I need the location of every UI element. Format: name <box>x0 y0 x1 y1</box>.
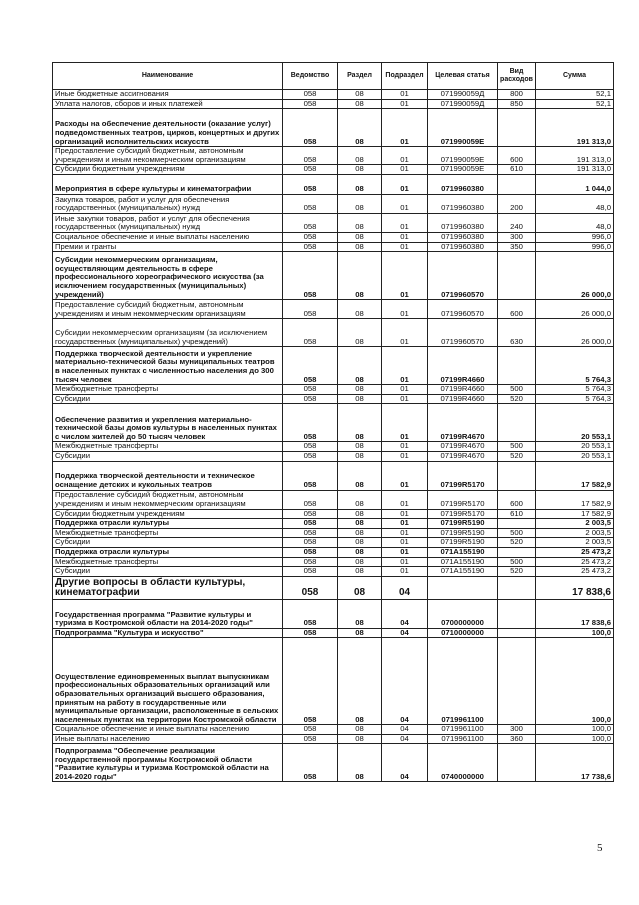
table-row <box>53 252 614 300</box>
table-row <box>53 547 614 557</box>
cell-dept: 058 <box>283 744 338 782</box>
cell-amount: 2 003,5 <box>536 538 614 548</box>
cell-amount: 26 000,0 <box>536 319 614 347</box>
cell-subsection: 01 <box>382 147 428 165</box>
cell-name: Подпрограмма "Обеспечение реализации государственной программы Костромской области "Развитие культуры и туризма Костромской области на 2014-2020 годы" <box>53 744 283 782</box>
cell-name: Мероприятия в сфере культуры и кинематографии <box>53 174 283 194</box>
cell-name: Межбюджетные трансферты <box>53 442 283 452</box>
cell-amount: 100,0 <box>536 725 614 735</box>
cell-section: 08 <box>338 442 382 452</box>
cell-section: 08 <box>338 90 382 100</box>
budget-table <box>52 62 614 782</box>
cell-section: 08 <box>338 451 382 461</box>
cell-dept: 058 <box>283 725 338 735</box>
cell-target: 07199R4660 <box>428 385 498 395</box>
cell-name: Социальное обеспечение и иные выплаты населению <box>53 725 283 735</box>
cell-name: Субсидии бюджетным учреждениям <box>53 165 283 175</box>
cell-target: 07199R5190 <box>428 538 498 548</box>
cell-section: 08 <box>338 319 382 347</box>
cell-name: Другие вопросы в области культуры, кинематографии <box>53 576 283 599</box>
cell-amount: 17 838,6 <box>536 599 614 628</box>
cell-expense-type: 500 <box>498 557 536 567</box>
cell-target: 0719961100 <box>428 638 498 725</box>
cell-expense-type: 240 <box>498 213 536 232</box>
cell-subsection: 04 <box>382 734 428 744</box>
cell-amount: 25 473,2 <box>536 547 614 557</box>
cell-target: 071990059Е <box>428 147 498 165</box>
cell-name: Государственная программа "Развитие культуры и туризма в Костромской области на 2014-2020 годы" <box>53 599 283 628</box>
cell-dept: 058 <box>283 90 338 100</box>
cell-target: 07199R5190 <box>428 519 498 529</box>
cell-subsection: 01 <box>382 174 428 194</box>
cell-dept: 058 <box>283 442 338 452</box>
cell-target: 07199R5190 <box>428 528 498 538</box>
cell-target: 07199R4670 <box>428 442 498 452</box>
cell-subsection: 01 <box>382 538 428 548</box>
cell-dept: 058 <box>283 394 338 404</box>
cell-expense-type: 610 <box>498 165 536 175</box>
cell-section: 08 <box>338 394 382 404</box>
cell-dept: 058 <box>283 213 338 232</box>
cell-expense-type <box>498 461 536 490</box>
table-row <box>53 725 614 735</box>
table-row <box>53 528 614 538</box>
cell-subsection: 04 <box>382 725 428 735</box>
cell-subsection: 01 <box>382 90 428 100</box>
cell-amount: 100,0 <box>536 638 614 725</box>
cell-subsection: 04 <box>382 744 428 782</box>
cell-subsection: 01 <box>382 242 428 252</box>
cell-name: Социальное обеспечение и иные выплаты населению <box>53 232 283 242</box>
cell-section: 08 <box>338 599 382 628</box>
cell-subsection: 01 <box>382 213 428 232</box>
cell-dept: 058 <box>283 461 338 490</box>
cell-target: 071990059Е <box>428 109 498 147</box>
cell-section: 08 <box>338 252 382 300</box>
table-body <box>53 90 614 782</box>
header-expense-type: Вид расходов <box>498 63 536 90</box>
header-name: Наименование <box>53 63 283 90</box>
cell-section: 08 <box>338 528 382 538</box>
cell-amount: 20 553,1 <box>536 451 614 461</box>
cell-section: 08 <box>338 557 382 567</box>
cell-section: 08 <box>338 232 382 242</box>
cell-amount: 5 764,3 <box>536 394 614 404</box>
cell-name: Субсидии <box>53 451 283 461</box>
table-row <box>53 404 614 442</box>
cell-subsection: 01 <box>382 394 428 404</box>
cell-section: 08 <box>338 509 382 519</box>
cell-dept: 058 <box>283 451 338 461</box>
cell-subsection: 01 <box>382 567 428 577</box>
cell-name: Межбюджетные трансферты <box>53 528 283 538</box>
cell-section: 08 <box>338 638 382 725</box>
cell-section: 08 <box>338 725 382 735</box>
cell-expense-type <box>498 547 536 557</box>
cell-name: Иные бюджетные ассигнования <box>53 90 283 100</box>
cell-expense-type: 520 <box>498 538 536 548</box>
cell-target: 0700000000 <box>428 599 498 628</box>
cell-expense-type: 520 <box>498 394 536 404</box>
cell-dept: 058 <box>283 576 338 599</box>
table-row <box>53 490 614 509</box>
cell-dept: 058 <box>283 232 338 242</box>
page-number: 5 <box>597 842 603 854</box>
cell-expense-type: 600 <box>498 147 536 165</box>
cell-subsection: 01 <box>382 490 428 509</box>
cell-target: 07199R4670 <box>428 404 498 442</box>
cell-name: Поддержка отрасли культуры <box>53 547 283 557</box>
table-row <box>53 319 614 347</box>
cell-amount: 191 313,0 <box>536 109 614 147</box>
table-row <box>53 519 614 529</box>
cell-subsection: 01 <box>382 509 428 519</box>
cell-expense-type: 300 <box>498 232 536 242</box>
cell-target: 07199R5170 <box>428 509 498 519</box>
cell-dept: 058 <box>283 319 338 347</box>
cell-target: 07199R4670 <box>428 451 498 461</box>
cell-dept: 058 <box>283 174 338 194</box>
cell-expense-type: 520 <box>498 567 536 577</box>
cell-name: Субсидии <box>53 538 283 548</box>
cell-expense-type: 610 <box>498 509 536 519</box>
table-row <box>53 638 614 725</box>
cell-name: Иные выплаты населению <box>53 734 283 744</box>
cell-section: 08 <box>338 174 382 194</box>
cell-dept: 058 <box>283 547 338 557</box>
table-row <box>53 90 614 100</box>
cell-section: 08 <box>338 576 382 599</box>
cell-target: 07199R4660 <box>428 347 498 385</box>
cell-section: 08 <box>338 734 382 744</box>
table-row <box>53 461 614 490</box>
cell-section: 08 <box>338 404 382 442</box>
cell-amount: 52,1 <box>536 90 614 100</box>
cell-amount: 996,0 <box>536 242 614 252</box>
table-row <box>53 194 614 213</box>
cell-dept: 058 <box>283 528 338 538</box>
cell-expense-type <box>498 744 536 782</box>
cell-amount: 5 764,3 <box>536 385 614 395</box>
cell-amount: 2 003,5 <box>536 519 614 529</box>
cell-subsection: 01 <box>382 252 428 300</box>
cell-amount: 26 000,0 <box>536 300 614 319</box>
cell-dept: 058 <box>283 628 338 638</box>
cell-section: 08 <box>338 490 382 509</box>
cell-amount: 17 582,9 <box>536 490 614 509</box>
cell-target: 07199R5170 <box>428 490 498 509</box>
cell-amount: 191 313,0 <box>536 165 614 175</box>
table-row <box>53 232 614 242</box>
cell-expense-type <box>498 576 536 599</box>
cell-name: Расходы на обеспечение деятельности (оказание услуг) подведомственных театров, цирков, концертных и других организаций исполнительских искусств <box>53 109 283 147</box>
cell-amount: 2 003,5 <box>536 528 614 538</box>
cell-target: 071A155190 <box>428 557 498 567</box>
cell-section: 08 <box>338 385 382 395</box>
cell-expense-type: 800 <box>498 90 536 100</box>
cell-target: 071A155190 <box>428 547 498 557</box>
cell-target: 071990059Е <box>428 165 498 175</box>
cell-name: Поддержка творческой деятельности и техническое оснащение детских и кукольных театров <box>53 461 283 490</box>
table-row <box>53 538 614 548</box>
cell-subsection: 01 <box>382 461 428 490</box>
cell-name: Подпрограмма "Культура и искусство" <box>53 628 283 638</box>
cell-dept: 058 <box>283 490 338 509</box>
table-row <box>53 213 614 232</box>
cell-amount: 17 582,9 <box>536 509 614 519</box>
table-row <box>53 734 614 744</box>
table-row <box>53 451 614 461</box>
cell-name: Иные закупки товаров, работ и услуг для обеспечения государственных (муниципальных) нужд <box>53 213 283 232</box>
cell-target: 0719960380 <box>428 242 498 252</box>
header-section: Раздел <box>338 63 382 90</box>
cell-expense-type: 360 <box>498 734 536 744</box>
cell-target: 0740000000 <box>428 744 498 782</box>
table-header-row <box>53 63 614 90</box>
cell-target: 0719960570 <box>428 319 498 347</box>
cell-dept: 058 <box>283 599 338 628</box>
cell-section: 08 <box>338 547 382 557</box>
cell-section: 08 <box>338 147 382 165</box>
cell-name: Предоставление субсидий бюджетным, автономным учреждениям и иным некоммерческим организациям <box>53 490 283 509</box>
cell-dept: 058 <box>283 567 338 577</box>
cell-dept: 058 <box>283 109 338 147</box>
table-row <box>53 109 614 147</box>
table-row <box>53 628 614 638</box>
cell-section: 08 <box>338 567 382 577</box>
cell-subsection: 01 <box>382 385 428 395</box>
cell-subsection: 01 <box>382 528 428 538</box>
table-row <box>53 242 614 252</box>
cell-amount: 996,0 <box>536 232 614 242</box>
cell-subsection: 01 <box>382 557 428 567</box>
cell-amount: 100,0 <box>536 628 614 638</box>
cell-section: 08 <box>338 300 382 319</box>
cell-expense-type <box>498 347 536 385</box>
cell-subsection: 01 <box>382 451 428 461</box>
cell-expense-type: 850 <box>498 99 536 109</box>
cell-expense-type: 300 <box>498 725 536 735</box>
cell-name: Поддержка творческой деятельности и укрепление материально-технической базы муниципальных театров в населенных пунктах с численностью населения до 300 тысяч человек <box>53 347 283 385</box>
cell-dept: 058 <box>283 147 338 165</box>
cell-subsection: 04 <box>382 576 428 599</box>
cell-target: 071990059Д <box>428 90 498 100</box>
cell-expense-type <box>498 404 536 442</box>
header-amount: Сумма <box>536 63 614 90</box>
table-row <box>53 744 614 782</box>
table-row <box>53 567 614 577</box>
cell-amount: 17 738,6 <box>536 744 614 782</box>
table-row <box>53 385 614 395</box>
cell-section: 08 <box>338 165 382 175</box>
cell-name: Межбюджетные трансферты <box>53 385 283 395</box>
cell-target: 0719960380 <box>428 194 498 213</box>
cell-name: Субсидии <box>53 567 283 577</box>
cell-amount: 100,0 <box>536 734 614 744</box>
cell-expense-type <box>498 174 536 194</box>
cell-dept: 058 <box>283 538 338 548</box>
cell-name: Субсидии бюджетным учреждениям <box>53 509 283 519</box>
cell-expense-type: 500 <box>498 528 536 538</box>
cell-name: Субсидии некоммерческим организациям, осуществляющим деятельность в сфере профессионального хореографического искусства (за исключением государственных (муниципальных) учреждений) <box>53 252 283 300</box>
cell-target: 0719960380 <box>428 213 498 232</box>
cell-dept: 058 <box>283 252 338 300</box>
cell-amount: 191 313,0 <box>536 147 614 165</box>
cell-expense-type: 350 <box>498 242 536 252</box>
cell-target <box>428 576 498 599</box>
cell-dept: 058 <box>283 519 338 529</box>
cell-name: Обеспечение развития и укрепления материально-технической базы домов культуры в населенных пунктах с числом жителей до 50 тысяч человек <box>53 404 283 442</box>
cell-amount: 20 553,1 <box>536 442 614 452</box>
table-row <box>53 165 614 175</box>
cell-section: 08 <box>338 628 382 638</box>
table-row <box>53 599 614 628</box>
cell-dept: 058 <box>283 194 338 213</box>
cell-subsection: 01 <box>382 404 428 442</box>
cell-subsection: 01 <box>382 519 428 529</box>
cell-amount: 5 764,3 <box>536 347 614 385</box>
cell-expense-type: 600 <box>498 300 536 319</box>
cell-subsection: 01 <box>382 300 428 319</box>
cell-target: 0719960380 <box>428 232 498 242</box>
cell-name: Осуществление единовременных выплат выпускникам профессиональных образовательных организаций или образовательных организаций высшего образования, принятым на работу в государственные или муниципальные организации, расположенные в сельских населенных пунктах на территории Костромской области <box>53 638 283 725</box>
cell-section: 08 <box>338 461 382 490</box>
cell-section: 08 <box>338 213 382 232</box>
cell-target: 0719960570 <box>428 300 498 319</box>
cell-expense-type <box>498 599 536 628</box>
cell-dept: 058 <box>283 557 338 567</box>
cell-amount: 26 000,0 <box>536 252 614 300</box>
header-dept: Ведомство <box>283 63 338 90</box>
cell-name: Поддержка отрасли культуры <box>53 519 283 529</box>
cell-section: 08 <box>338 347 382 385</box>
cell-target: 0719961100 <box>428 725 498 735</box>
cell-subsection: 01 <box>382 109 428 147</box>
cell-dept: 058 <box>283 404 338 442</box>
cell-expense-type: 500 <box>498 385 536 395</box>
cell-expense-type <box>498 638 536 725</box>
table-row <box>53 509 614 519</box>
cell-subsection: 04 <box>382 599 428 628</box>
cell-subsection: 01 <box>382 347 428 385</box>
cell-dept: 058 <box>283 242 338 252</box>
cell-section: 08 <box>338 242 382 252</box>
cell-amount: 48,0 <box>536 194 614 213</box>
table-row <box>53 99 614 109</box>
cell-expense-type: 600 <box>498 490 536 509</box>
cell-name: Премии и гранты <box>53 242 283 252</box>
cell-amount: 25 473,2 <box>536 567 614 577</box>
cell-name: Межбюджетные трансферты <box>53 557 283 567</box>
cell-expense-type <box>498 628 536 638</box>
cell-name: Предоставление субсидий бюджетным, автономным учреждениям и иным некоммерческим организациям <box>53 147 283 165</box>
cell-subsection: 01 <box>382 99 428 109</box>
cell-section: 08 <box>338 744 382 782</box>
cell-target: 0719960380 <box>428 174 498 194</box>
cell-expense-type <box>498 519 536 529</box>
cell-subsection: 01 <box>382 547 428 557</box>
cell-section: 08 <box>338 109 382 147</box>
cell-subsection: 01 <box>382 165 428 175</box>
table-row <box>53 147 614 165</box>
table-row <box>53 347 614 385</box>
cell-expense-type <box>498 252 536 300</box>
cell-amount: 17 582,9 <box>536 461 614 490</box>
cell-amount: 1 044,0 <box>536 174 614 194</box>
cell-section: 08 <box>338 519 382 529</box>
cell-subsection: 04 <box>382 628 428 638</box>
cell-section: 08 <box>338 538 382 548</box>
cell-expense-type: 200 <box>498 194 536 213</box>
cell-dept: 058 <box>283 385 338 395</box>
cell-subsection: 01 <box>382 319 428 347</box>
header-subsection: Подраздел <box>382 63 428 90</box>
table-row <box>53 576 614 599</box>
cell-section: 08 <box>338 194 382 213</box>
cell-amount: 52,1 <box>536 99 614 109</box>
cell-expense-type: 520 <box>498 451 536 461</box>
cell-target: 0719960570 <box>428 252 498 300</box>
cell-target: 0710000000 <box>428 628 498 638</box>
cell-dept: 058 <box>283 347 338 385</box>
table-row <box>53 394 614 404</box>
cell-target: 07199R4660 <box>428 394 498 404</box>
cell-dept: 058 <box>283 509 338 519</box>
cell-target: 0719961100 <box>428 734 498 744</box>
cell-dept: 058 <box>283 638 338 725</box>
cell-name: Закупка товаров, работ и услуг для обеспечения государственных (муниципальных) нужд <box>53 194 283 213</box>
cell-expense-type <box>498 109 536 147</box>
table-row <box>53 300 614 319</box>
cell-name: Субсидии некоммерческим организациям (за исключением государственных (муниципальных) учреждений) <box>53 319 283 347</box>
cell-subsection: 04 <box>382 638 428 725</box>
cell-expense-type: 630 <box>498 319 536 347</box>
cell-target: 07199R5170 <box>428 461 498 490</box>
cell-amount: 20 553,1 <box>536 404 614 442</box>
cell-dept: 058 <box>283 165 338 175</box>
cell-name: Предоставление субсидий бюджетным, автономным учреждениям и иным некоммерческим организациям <box>53 300 283 319</box>
cell-section: 08 <box>338 99 382 109</box>
cell-amount: 48,0 <box>536 213 614 232</box>
cell-subsection: 01 <box>382 232 428 242</box>
table-row <box>53 557 614 567</box>
header-target: Целевая статья <box>428 63 498 90</box>
cell-target: 071A155190 <box>428 567 498 577</box>
cell-dept: 058 <box>283 734 338 744</box>
cell-dept: 058 <box>283 99 338 109</box>
cell-dept: 058 <box>283 300 338 319</box>
cell-subsection: 01 <box>382 194 428 213</box>
cell-name: Субсидии <box>53 394 283 404</box>
table-row <box>53 442 614 452</box>
table-row <box>53 174 614 194</box>
cell-target: 071990059Д <box>428 99 498 109</box>
cell-amount: 17 838,6 <box>536 576 614 599</box>
cell-name: Уплата налогов, сборов и иных платежей <box>53 99 283 109</box>
cell-subsection: 01 <box>382 442 428 452</box>
cell-expense-type: 500 <box>498 442 536 452</box>
cell-amount: 25 473,2 <box>536 557 614 567</box>
